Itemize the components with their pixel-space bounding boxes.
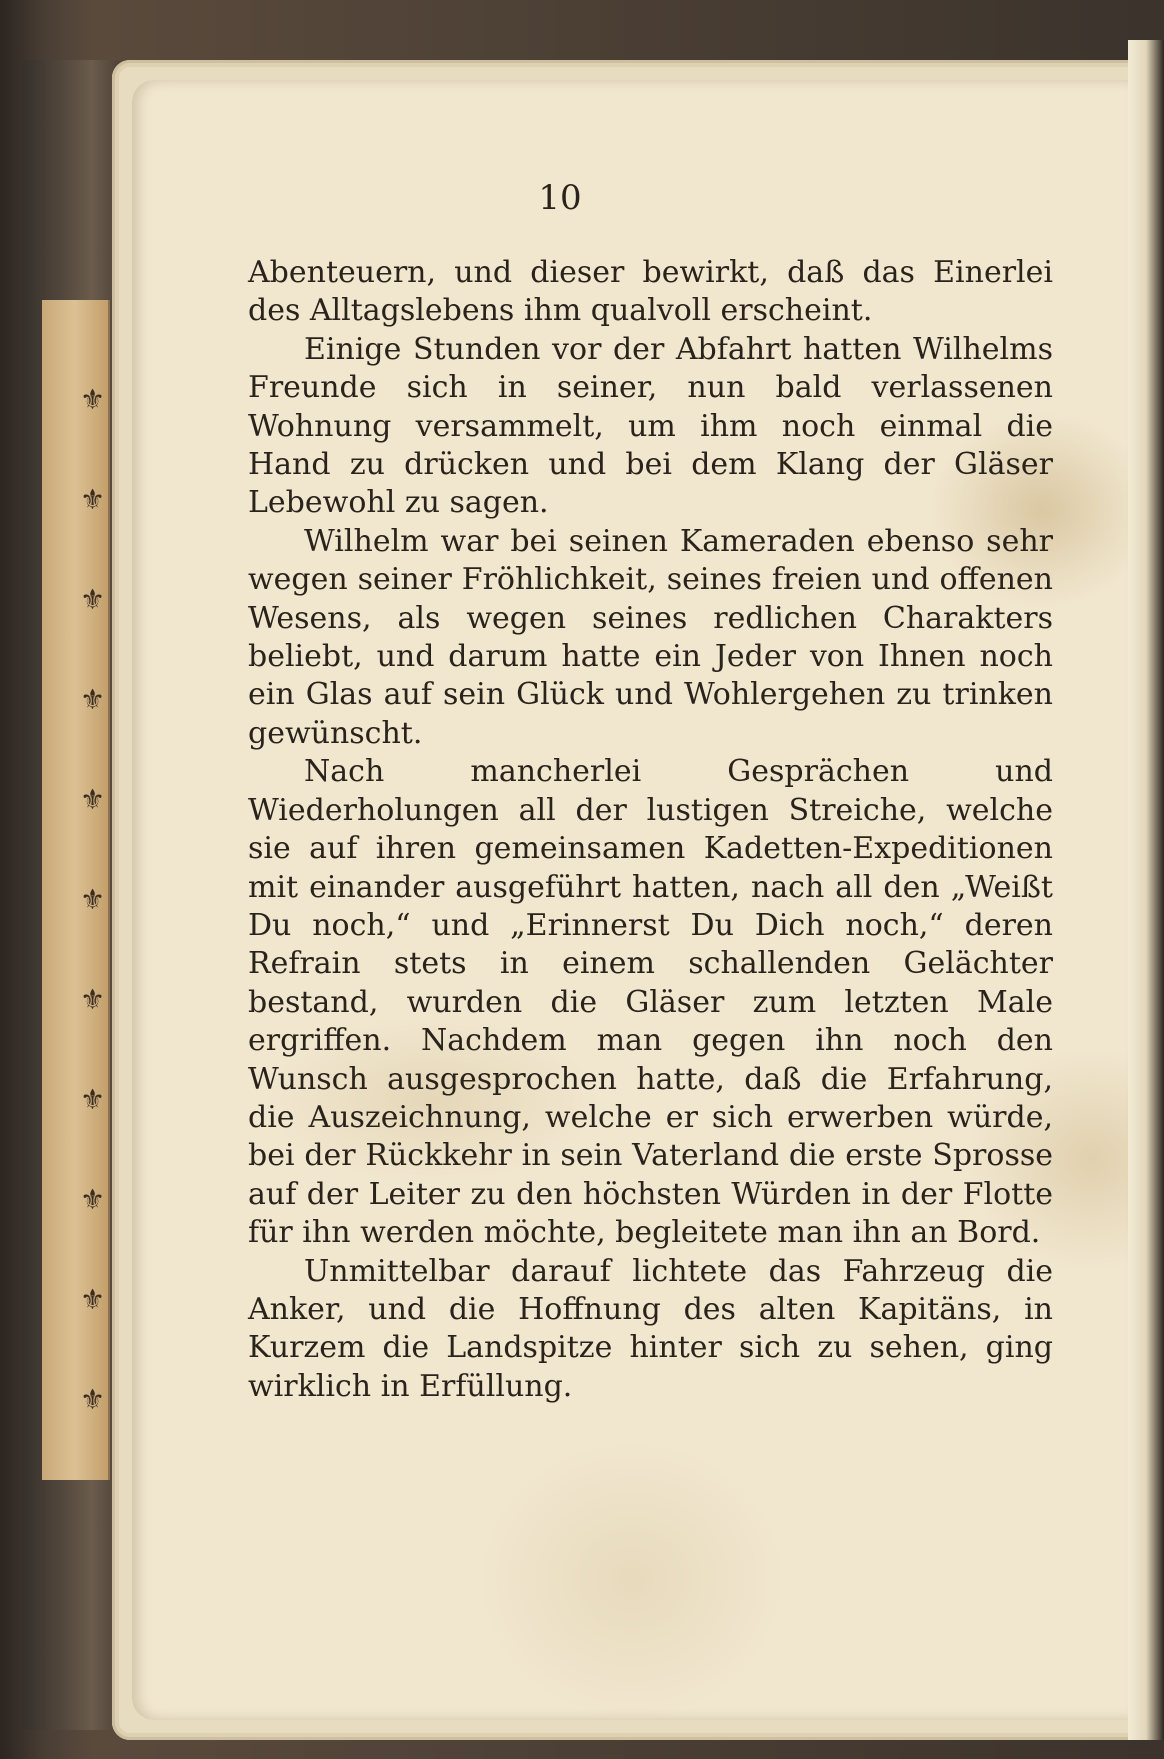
spine-ornament-icon: ⚜ (80, 1283, 106, 1316)
spine-ornament-icon: ⚜ (80, 683, 106, 716)
spine-ornament-icon: ⚜ (80, 583, 106, 616)
spine-ornament-icon: ⚜ (80, 1383, 106, 1416)
paragraph: Wilhelm war bei seinen Kameraden ebenso sehr wegen seiner Fröhlichkeit, seines freien und offenen Wesens, als wegen seines redlichen Charakters beliebt, und darum hatte ein Jeder von Ihnen noch ein Glas auf sein Glück und Wohlergehen zu trinken gewünscht. (248, 523, 1053, 751)
page-number: 10 (538, 178, 582, 218)
paragraph: Abenteuern, und dieser bewirkt, daß das Einerlei des Alltagslebens ihm qualvoll erscheint. (248, 255, 1053, 329)
paragraph: Einige Stunden vor der Abfahrt hatten Wilhelms Freunde sich in seiner, nun bald verlassenen Wohnung versammelt, um ihm noch einmal die Hand zu drücken und bei dem Klang der Gläser Lebewohl zu sagen. (248, 331, 1053, 521)
spine-ornament-icon: ⚜ (80, 883, 106, 916)
spine-ornament-icon: ⚜ (80, 1083, 106, 1116)
paragraph: Nach mancherlei Gesprächen und Wiederholungen all der lustigen Streiche, welche sie auf ihren gemeinsamen Kadetten-Expeditionen mit einander ausgeführt hatten, nach all den „Weißt Du noch,“ und „Erinnerst Du Dich noch,“ deren Refrain stets in einem schallenden Gelächter bestand, wurden die Gläser zum letzten Male ergriffen. Nachdem man gegen ihn noch den Wunsch ausgesprochen hatte, daß die Erfahrung, die Auszeichnung, welche er sich erwerben würde, bei der Rückkehr in sein Vaterland die erste Sprosse auf der Leiter zu den höchsten Würden in der Flotte für ihn werden möchte, begleitete man ihn an Bord. (248, 754, 1053, 1251)
spine-ornament-icon: ⚜ (80, 783, 106, 816)
spine-ornament-icon: ⚜ (80, 483, 106, 516)
paragraph: Unmittelbar darauf lichtete das Fahrzeug die Anker, und die Hoffnung des alten Kapitäns, in Kurzem die Landspitze hinter sich zu sehen, ging wirklich in Erfüllung. (248, 1253, 1053, 1404)
spine-ornament-icon: ⚜ (80, 383, 106, 416)
spine-ornament-icon: ⚜ (80, 983, 106, 1016)
page-right-edge (1128, 40, 1164, 1740)
page-body-text (248, 254, 1053, 1406)
spine-ornament-icon: ⚜ (80, 1183, 106, 1216)
